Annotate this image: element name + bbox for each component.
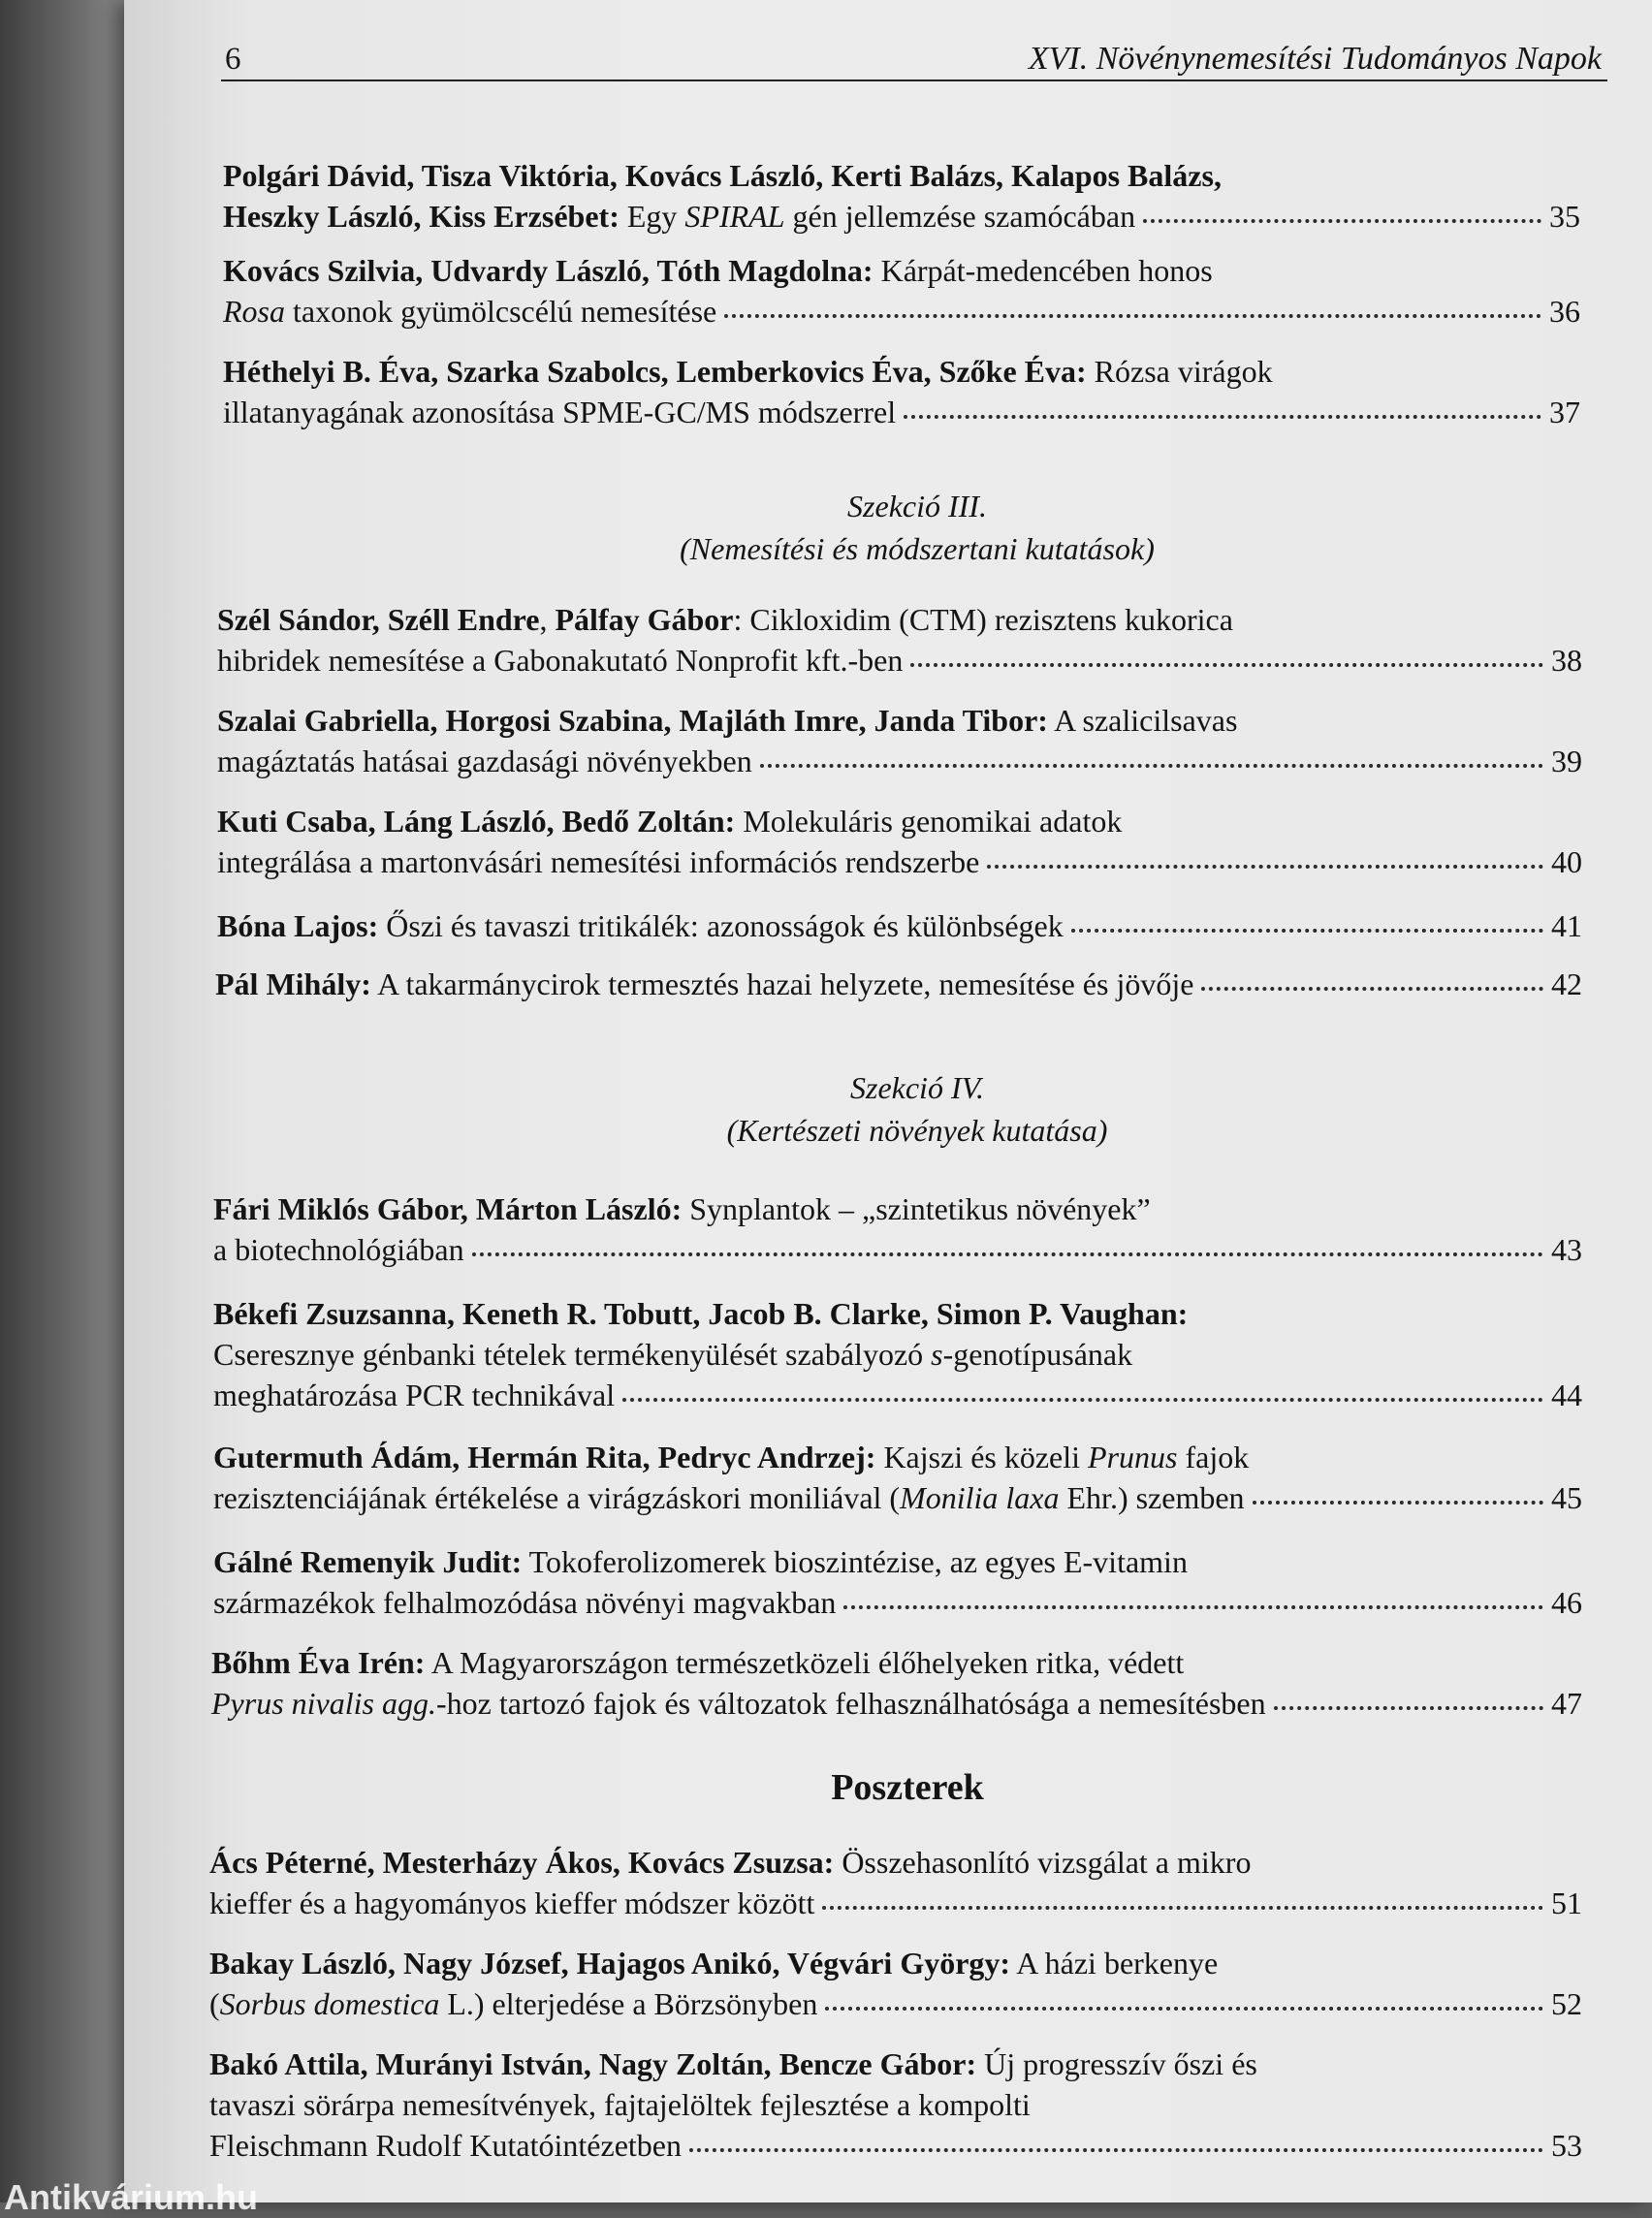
entry-title-text: Molekuláris genomikai adatok [735, 804, 1123, 839]
entry-title-text: A Magyarországon természetközeli élőhelyeken ritka, védett [425, 1645, 1185, 1680]
entry-title-end [223, 392, 896, 432]
entry-page-number: 53 [1551, 2128, 1582, 2163]
entry-page-number: 42 [1551, 966, 1582, 1001]
entry-title-text: A szalicilsavas [1047, 703, 1238, 738]
entry-last-line [217, 640, 1582, 681]
posters-heading: Poszterek [831, 1767, 984, 1808]
entry-title-text: kieffer és a hagyományos kieffer módszer között [209, 1885, 815, 1920]
dot-leader [472, 1252, 1543, 1256]
toc-entry[interactable] [213, 1188, 1582, 1270]
entry-title-text: gén jellemzése szamócában [784, 199, 1136, 234]
entry-title-text: a biotechnológiában [213, 1232, 464, 1267]
entry-page-number: 40 [1551, 844, 1582, 879]
section-heading [124, 485, 1652, 570]
entry-title-text: Új progresszív őszi és [976, 2046, 1257, 2081]
entry-title-end [209, 2125, 682, 2166]
entry-authors: Pálfay Gábor [555, 602, 734, 637]
entry-title-text: Egy [619, 199, 685, 234]
page-number: 6 [225, 42, 241, 77]
entry-line [211, 1642, 1582, 1683]
dot-leader [760, 764, 1543, 768]
entry-line [209, 1943, 1582, 1983]
entry-page-number: 46 [1551, 1585, 1582, 1620]
dot-leader [689, 2148, 1543, 2152]
entry-title-end [217, 841, 979, 882]
entry-title-text: -genotípusának [942, 1337, 1133, 1372]
entry-authors: Bakó Attila, Murányi István, Nagy Zoltán, Bencze Gábor: [209, 2046, 977, 2081]
entry-last-line [213, 1229, 1582, 1270]
entry-last-line [213, 1582, 1582, 1623]
page-header [221, 23, 1607, 81]
entry-page-number: 35 [1549, 199, 1580, 234]
entry-line [209, 2084, 1582, 2125]
entry-italic-term: SPIRAL [684, 199, 785, 234]
dot-leader [1201, 987, 1543, 991]
entry-title-text: Ehr.) szemben [1059, 1480, 1245, 1515]
entry-authors: Polgári Dávid, Tisza Viktória, Kovács László, Kerti Balázs, Kalapos Balázs, [223, 158, 1222, 193]
entry-authors: Fári Miklós Gábor, Márton László: [213, 1191, 683, 1226]
entry-title-text: Cseresznye génbanki tételek termékenyülését szabályozó [213, 1337, 932, 1372]
entry-title-end [223, 196, 1135, 237]
entry-line [217, 599, 1582, 640]
dot-leader [843, 1605, 1543, 1609]
entry-title-end [211, 1683, 1266, 1724]
entry-authors: Ács Péterné, Mesterházy Ákos, Kovács Zsuzsa: [209, 1845, 835, 1880]
section-title: Szekció IV. [849, 1070, 985, 1105]
entry-line [209, 2044, 1582, 2084]
toc-entry[interactable] [215, 964, 1582, 1004]
toc-entry[interactable] [223, 155, 1580, 237]
section-title: Szekció III. [847, 489, 987, 523]
entry-italic-term: Sorbus domestica [219, 1986, 440, 2021]
entry-authors: Szél Sándor, Széll Endre [217, 602, 540, 637]
entry-authors: Kovács Szilvia, Udvardy László, Tóth Magdolna: [223, 253, 874, 288]
entry-title-text: Tokoferolizomerek bioszintézise, az egyes E-vitamin [522, 1544, 1188, 1579]
entry-italic-term: Monilia laxa [900, 1480, 1060, 1515]
entry-authors: Héthelyi B. Éva, Szarka Szabolcs, Lemberkovics Éva, Szőke Éva: [223, 354, 1087, 389]
toc-entry[interactable] [211, 1642, 1582, 1724]
entry-page-number: 36 [1549, 294, 1580, 329]
toc-entry[interactable] [217, 599, 1582, 681]
toc-entry[interactable] [213, 1541, 1582, 1623]
entry-title-end [209, 1883, 814, 1923]
entry-authors: Gálné Remenyik Judit: [213, 1544, 523, 1579]
toc-entry[interactable] [217, 700, 1582, 781]
entry-title-end [215, 964, 1193, 1004]
entry-title-text: rezisztenciájának értékelése a virágzáskori moniliával ( [213, 1480, 901, 1515]
entry-italic-term: Pyrus nivalis agg. [211, 1686, 436, 1721]
entry-title-text: -hoz tartozó fajok és változatok felhasználhatósága a nemesítésben [435, 1686, 1266, 1721]
entry-line [213, 1293, 1582, 1334]
entry-last-line [213, 1477, 1582, 1518]
entry-title-text: Kajszi és közeli [875, 1440, 1089, 1474]
entry-title-end [213, 1582, 836, 1623]
toc-entry[interactable] [223, 351, 1580, 432]
entry-title-text: Rózsa virágok [1086, 354, 1273, 389]
entry-last-line [209, 2125, 1582, 2166]
entry-authors: Bóna Lajos: [217, 908, 379, 943]
entry-title-end [213, 1477, 1245, 1518]
dot-leader [724, 314, 1541, 318]
entry-title-text: magáztatás hatásai gazdasági növényekben [217, 744, 752, 778]
entry-title-end [223, 291, 716, 332]
entry-title-text: Fleischmann Rudolf Kutatóintézetben [209, 2128, 682, 2163]
entry-line [213, 1437, 1582, 1477]
entry-line [223, 351, 1580, 392]
entry-authors: Heszky László, Kiss Erzsébet: [223, 199, 620, 234]
entry-line [209, 1842, 1582, 1883]
entry-last-line [217, 741, 1582, 781]
entry-title-text: tavaszi sörárpa nemesítvények, fajtajelöltek fejlesztése a kompolti [209, 2087, 1031, 2122]
dot-leader [1253, 1501, 1543, 1505]
entry-italic-term: Prunus [1088, 1440, 1178, 1474]
entry-page-number: 47 [1551, 1686, 1582, 1721]
entry-title-text: származékok felhalmozódása növényi magvakban [213, 1585, 837, 1620]
entry-title-end [209, 1983, 817, 2024]
entry-page-number: 41 [1551, 908, 1582, 943]
dot-leader [1071, 929, 1543, 933]
entry-separator: , [539, 602, 556, 637]
entry-title-text: Kárpát-medencében honos [873, 253, 1213, 288]
entry-title-text: L.) elterjedése a Börzsönyben [439, 1986, 818, 2021]
entry-title-end [213, 1375, 615, 1415]
entry-title-text: ( [209, 1986, 220, 2021]
watermark: Antikvárium.hu [4, 2177, 259, 2217]
dot-leader [822, 1906, 1543, 1910]
book-gutter-shadow [0, 0, 126, 2202]
entry-page-number: 44 [1551, 1378, 1582, 1412]
entry-title-text: A házi berkenye [1010, 1946, 1219, 1980]
entry-page-number: 52 [1551, 1986, 1582, 2021]
entry-title-text: fajok [1177, 1440, 1250, 1474]
dot-leader [904, 415, 1541, 419]
entry-title-text: illatanyagának azonosítása SPME-GC/MS módszerrel [223, 395, 897, 429]
entry-last-line [217, 841, 1582, 882]
entry-title-end [213, 1229, 464, 1270]
entry-title-text: integrálása a martonvásári nemesítési információs rendszerbe [217, 844, 980, 879]
entry-title-end [217, 741, 752, 781]
entry-italic-term: s [931, 1337, 943, 1372]
entry-line [213, 1541, 1582, 1582]
entry-line [223, 155, 1580, 196]
entry-page-number: 37 [1549, 395, 1580, 429]
entry-last-line [209, 1883, 1582, 1923]
entry-title-text: : Cikloxidim (CTM) rezisztens kukorica [733, 602, 1233, 637]
entry-line [217, 700, 1582, 741]
toc-entry[interactable] [223, 250, 1580, 332]
document-page [124, 0, 1652, 2202]
entry-line [213, 1334, 1582, 1375]
entry-last-line [215, 964, 1582, 1004]
section-heading [124, 1066, 1652, 1152]
entry-authors: Bakay László, Nagy József, Hajagos Anikó, Végvári György: [209, 1946, 1011, 1980]
entry-last-line [223, 196, 1580, 237]
entry-title-end [217, 640, 903, 681]
entry-italic-term: Rosa [223, 294, 285, 329]
dot-leader [622, 1398, 1543, 1402]
entry-authors: Kuti Csaba, Láng László, Bedő Zoltán: [217, 804, 736, 839]
entry-last-line [217, 905, 1582, 946]
entry-title-text: Összehasonlító vizsgálat a mikro [834, 1845, 1252, 1880]
entry-title-end [217, 905, 1064, 946]
toc-entry[interactable] [209, 1842, 1582, 1923]
dot-leader [910, 663, 1543, 667]
dot-leader [825, 2007, 1543, 2011]
toc-entry[interactable] [213, 1293, 1582, 1415]
entry-page-number: 51 [1551, 1885, 1582, 1920]
entry-page-number: 43 [1551, 1232, 1582, 1267]
entry-title-text: hibridek nemesítése a Gabonakutató Nonprofit kft.-ben [217, 643, 904, 678]
toc-entry[interactable] [209, 1943, 1582, 2024]
section-subtitle: (Nemesítési és módszertani kutatások) [680, 531, 1155, 566]
entry-title-text: meghatározása PCR technikával [213, 1378, 616, 1412]
section-subtitle: (Kertészeti növények kutatása) [726, 1113, 1108, 1148]
dot-leader [1274, 1706, 1543, 1710]
toc-entry[interactable] [209, 2044, 1582, 2166]
entry-last-line [213, 1375, 1582, 1415]
entry-last-line [211, 1683, 1582, 1724]
toc-entry[interactable] [217, 905, 1582, 946]
entry-title-text: Őszi és tavaszi tritikálék: azonosságok és különbségek [378, 908, 1064, 943]
entry-title-text: A takarmánycirok termesztés hazai helyzete, nemesítése és jövője [370, 966, 1194, 1001]
entry-authors: Bőhm Éva Irén: [211, 1645, 426, 1680]
entry-line [213, 1188, 1582, 1229]
dot-leader [987, 865, 1543, 869]
entry-last-line [223, 291, 1580, 332]
entry-title-text: taxonok gyümölcscélú nemesítése [285, 294, 717, 329]
toc-entry[interactable] [213, 1437, 1582, 1518]
entry-authors: Békefi Zsuzsanna, Keneth R. Tobutt, Jacob B. Clarke, Simon P. Vaughan: [213, 1296, 1189, 1331]
entry-page-number: 38 [1551, 643, 1582, 678]
running-title: XVI. Növénynemesítési Tudományos Napok [1028, 41, 1602, 77]
entry-last-line [209, 1983, 1582, 2024]
dot-leader [1143, 219, 1541, 223]
entry-page-number: 45 [1551, 1480, 1582, 1515]
entry-authors: Szalai Gabriella, Horgosi Szabina, Majláth Imre, Janda Tibor: [217, 703, 1048, 738]
entry-authors: Gutermuth Ádám, Hermán Rita, Pedryc Andrzej: [213, 1440, 876, 1474]
entry-line [223, 250, 1580, 291]
entry-line [217, 801, 1582, 841]
entry-last-line [223, 392, 1580, 432]
entry-title-text: Synplantok – „szintetikus növények” [682, 1191, 1151, 1226]
entry-page-number: 39 [1551, 744, 1582, 778]
entry-authors: Pál Mihály: [215, 966, 371, 1001]
toc-entry[interactable] [217, 801, 1582, 882]
